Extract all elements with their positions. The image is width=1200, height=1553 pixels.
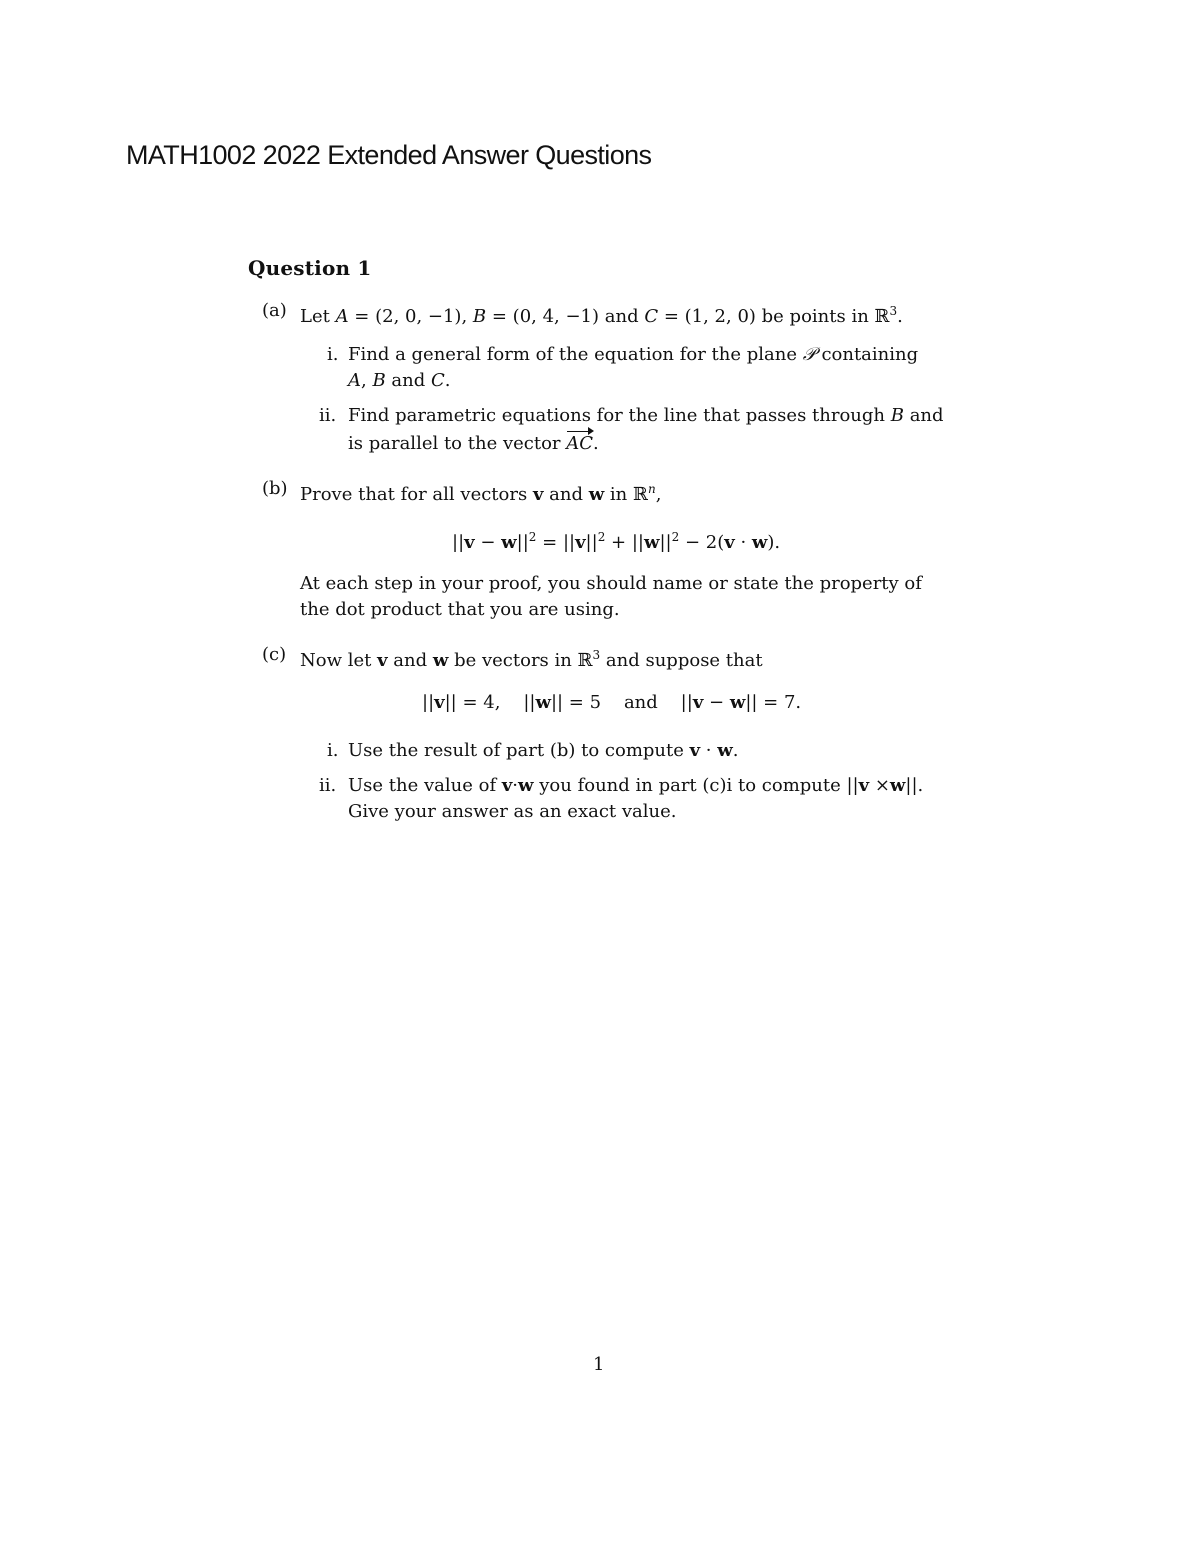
document-title: MATH1002 2022 Extended Answer Questions — [126, 140, 652, 170]
part-a-ii-line2: is parallel to the vector AC. — [348, 431, 599, 457]
part-b-label: (b) — [262, 478, 288, 499]
vector-arrow-ac: AC — [566, 431, 593, 457]
part-b-equation: $||v - w||^2 = ||v||^2 + ||w||^2 - 2(v \cdot w)$. — [452, 530, 781, 553]
part-c-ii-line2: Give your answer as an exact value. — [348, 801, 677, 822]
part-b-note-line1: At each step in your proof, you should name or state the property of — [300, 573, 922, 594]
part-c-i-label: i. — [327, 740, 339, 761]
part-a-label: (a) — [262, 300, 287, 321]
page-number: 1 — [593, 1354, 605, 1375]
part-c-ii-line1: Use the value of v·w you found in part (c)i to compute ||v ×w||. — [348, 775, 924, 796]
part-c-text: Now let v and w be vectors in ℝ$^3$ and suppose that — [300, 648, 763, 671]
part-c-equation: ||v|| = 4, ||w|| = 5 and ||v − w|| = 7. — [422, 692, 802, 713]
part-a-ii-line1: Find parametric equations for the line that passes through B and — [348, 405, 944, 426]
part-b-note-line2: the dot product that you are using. — [300, 599, 620, 620]
question-heading: Question 1 — [248, 256, 372, 280]
part-a-i-line2: A, B and C. — [348, 370, 451, 391]
part-b-text: Prove that for all vectors v and w in ℝ$^n$, — [300, 482, 662, 505]
part-c-label: (c) — [262, 644, 287, 665]
part-a-ii-label: ii. — [319, 405, 337, 426]
part-a-i-label: i. — [327, 344, 339, 365]
part-a-i-line1: Find a general form of the equation for the plane 𝒫 containing — [348, 344, 919, 365]
part-c-i-line1: Use the result of part (b) to compute v · w. — [348, 740, 739, 761]
part-a-text: Let A = (2, 0, −1), B = (0, 4, −1) and C = (1, 2, 0) be points in ℝ$^3$. — [300, 304, 903, 327]
part-c-ii-label: ii. — [319, 775, 337, 796]
